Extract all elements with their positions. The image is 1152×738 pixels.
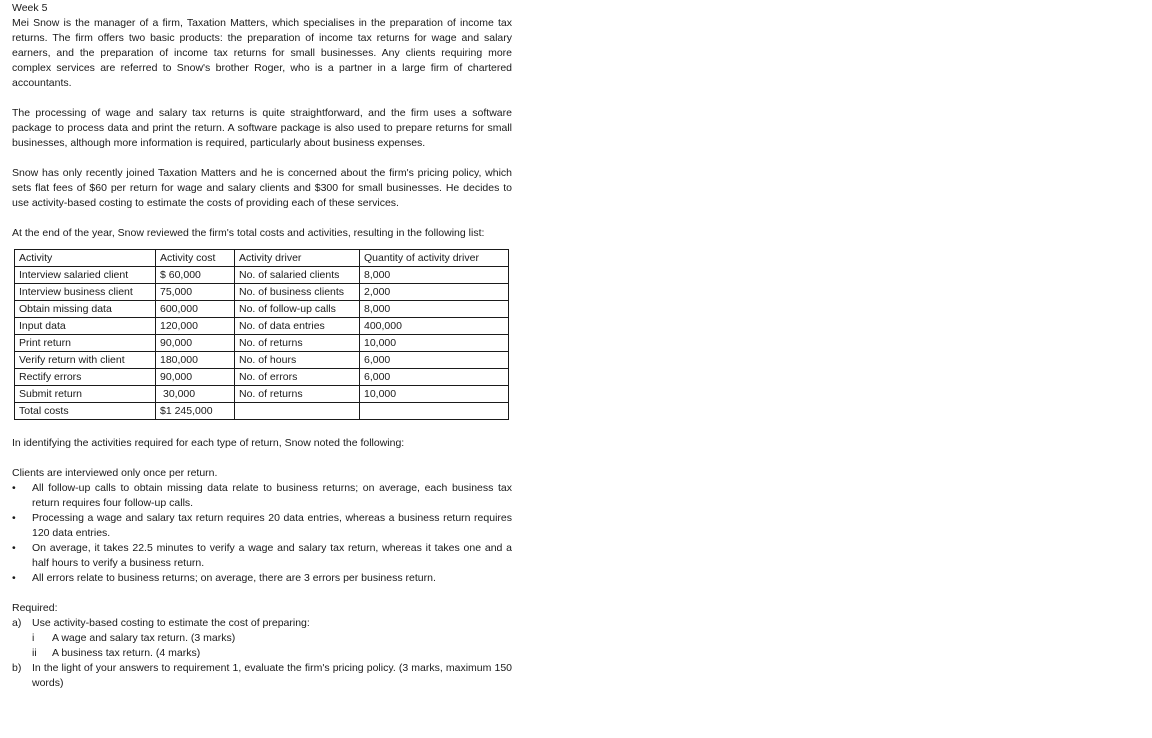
list-item: • On average, it takes 22.5 minutes to verify a wage and salary tax return, whereas it takes one and a half hours to verify a business return. <box>12 542 512 569</box>
header-activity: Activity <box>15 250 156 267</box>
requirement-a-i <box>12 631 512 646</box>
table-row <box>15 284 509 301</box>
cell-driver <box>235 403 360 420</box>
cell-activity: Print return <box>15 335 156 352</box>
cell-driver: No. of salaried clients <box>235 267 360 284</box>
cell-cost: 30,000 <box>156 386 235 403</box>
sub-label: ii <box>32 647 37 659</box>
cell-activity: Submit return <box>15 386 156 403</box>
cell-driver: No. of returns <box>235 335 360 352</box>
cell-driver: No. of errors <box>235 369 360 386</box>
table-total-row <box>15 403 509 420</box>
cell-activity: Interview business client <box>15 284 156 301</box>
clients-line: Clients are interviewed only once per return. <box>12 467 218 479</box>
cell-activity: Verify return with client <box>15 352 156 369</box>
bullet-icon: • <box>12 572 16 584</box>
cell-quantity: 400,000 <box>360 318 509 335</box>
cell-quantity <box>360 403 509 420</box>
cell-driver: No. of business clients <box>235 284 360 301</box>
list-item: • All follow-up calls to obtain missing data relate to business returns; on average, each business tax return requires four follow-up calls. <box>12 482 512 509</box>
table-header-row <box>15 250 509 267</box>
paragraph-intro: Mei Snow is the manager of a firm, Taxation Matters, which specialises in the preparation of income tax returns. The firm offers two basic products: the preparation of income tax returns for wage and salary earners, and the preparation of income tax returns for small businesses. Any clients requiring more complex services are referred to Snow's brother Roger, who is a partner in a large firm of chartered accountants. <box>12 17 512 89</box>
table-row <box>15 386 509 403</box>
table-row <box>15 369 509 386</box>
table-row <box>15 301 509 318</box>
cell-cost: 75,000 <box>156 284 235 301</box>
cell-activity: Interview salaried client <box>15 267 156 284</box>
sub-text: A wage and salary tax return. (3 marks) <box>52 632 236 644</box>
cell-quantity: 2,000 <box>360 284 509 301</box>
notes-list <box>12 481 512 586</box>
requirement-b <box>12 661 512 691</box>
cell-activity: Rectify errors <box>15 369 156 386</box>
sub-text: A business tax return. (4 marks) <box>52 647 201 659</box>
cell-quantity: 8,000 <box>360 301 509 318</box>
identify-intro: In identifying the activities required for each type of return, Snow noted the following: <box>12 437 405 449</box>
paragraph-review: At the end of the year, Snow reviewed the firm's total costs and activities, resulting in the following list: <box>12 227 485 239</box>
header-activity-cost: Activity cost <box>156 250 235 267</box>
cell-cost: 180,000 <box>156 352 235 369</box>
cell-cost: 120,000 <box>156 318 235 335</box>
paragraph-pricing: Snow has only recently joined Taxation Matters and he is concerned about the firm's pricing policy, which sets flat fees of $60 per return for wage and salary clients and $300 for small businesses. He decides to use activity-based costing to estimate the costs of providing each of these services. <box>12 167 512 209</box>
cell-cost: 90,000 <box>156 369 235 386</box>
week-title: Week 5 <box>12 2 48 14</box>
bullet-icon: • <box>12 512 16 524</box>
cell-cost: $ 60,000 <box>156 267 235 284</box>
cell-quantity: 6,000 <box>360 369 509 386</box>
sub-label: i <box>32 632 35 644</box>
requirement-b-text: In the light of your answers to requirement 1, evaluate the firm's pricing policy. (3 marks, maximum 150 words) <box>32 662 512 689</box>
document-page <box>12 0 512 691</box>
header-activity-driver: Activity driver <box>235 250 360 267</box>
cell-driver: No. of returns <box>235 386 360 403</box>
header-quantity: Quantity of activity driver <box>360 250 509 267</box>
requirement-a-ii <box>12 646 512 661</box>
bullet-icon: • <box>12 482 16 494</box>
cell-driver: No. of hours <box>235 352 360 369</box>
table-row <box>15 335 509 352</box>
required-title: Required: <box>12 602 58 614</box>
cell-activity: Obtain missing data <box>15 301 156 318</box>
table-row <box>15 352 509 369</box>
cell-driver: No. of follow-up calls <box>235 301 360 318</box>
table-row <box>15 318 509 335</box>
requirement-b-label: b) <box>12 662 22 674</box>
cell-cost: $1 245,000 <box>156 403 235 420</box>
cell-quantity: 6,000 <box>360 352 509 369</box>
bullet-icon: • <box>12 542 16 554</box>
requirement-a <box>12 616 512 631</box>
table-row <box>15 267 509 284</box>
cell-driver: No. of data entries <box>235 318 360 335</box>
cell-quantity: 10,000 <box>360 386 509 403</box>
cell-quantity: 10,000 <box>360 335 509 352</box>
list-item: • Processing a wage and salary tax return requires 20 data entries, whereas a business return requires 120 data entries. <box>12 512 512 539</box>
cell-activity: Input data <box>15 318 156 335</box>
list-item: • All errors relate to business returns; on average, there are 3 errors per business return. <box>12 572 436 584</box>
cell-cost: 600,000 <box>156 301 235 318</box>
cell-cost: 90,000 <box>156 335 235 352</box>
requirement-a-label: a) <box>12 617 22 629</box>
requirement-a-text: Use activity-based costing to estimate the cost of preparing: <box>32 617 310 629</box>
cell-activity: Total costs <box>15 403 156 420</box>
paragraph-processing: The processing of wage and salary tax returns is quite straightforward, and the firm uses a software package to process data and print the return. A software package is also used to prepare returns for small businesses, although more information is required, particularly about business expenses. <box>12 107 512 149</box>
activity-cost-table <box>14 249 509 420</box>
cell-quantity: 8,000 <box>360 267 509 284</box>
